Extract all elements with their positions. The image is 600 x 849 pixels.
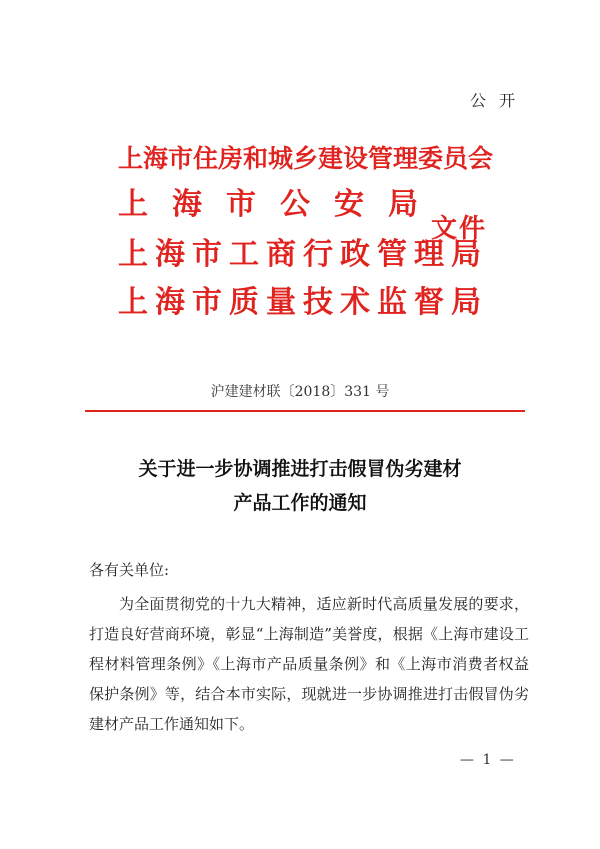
title-line-2: 产品工作的通知 xyxy=(233,492,367,514)
document-number: 沪建建材联〔2018〕331 号 xyxy=(210,384,390,400)
issuer-quality-supervision: 上海市质量技术监督局 xyxy=(118,285,488,320)
page-title xyxy=(0,452,600,520)
issuer-housing-commission: 上海市住房和城乡建设管理委员会 xyxy=(118,144,494,173)
page-number: — 1 — xyxy=(460,752,516,768)
disclosure-label: 公 开 xyxy=(470,91,520,110)
document-word: 文件 xyxy=(431,214,488,244)
issuer-industry-commerce: 上海市工商行政管理局 xyxy=(118,237,488,272)
body-paragraph: 为全面贯彻党的十九大精神，适应新时代高质量发展的要求，打造良好营商环境，彰显“上海制造”美誉度，根据《上海市建设工程材料管理条例》《上海市产品质量条例》和《上海市消费者权益保护条例》等，结合本市实际，现就进一步协调推进打击假冒伪劣建材产品工作通知如下。 xyxy=(89,595,529,733)
salutation: 各有关单位: xyxy=(89,561,170,579)
red-divider xyxy=(85,410,525,412)
issuer-public-security: 上海市公安局 xyxy=(118,187,442,222)
title-line-1: 关于进一步协调推进打击假冒伪劣建材 xyxy=(138,458,462,480)
